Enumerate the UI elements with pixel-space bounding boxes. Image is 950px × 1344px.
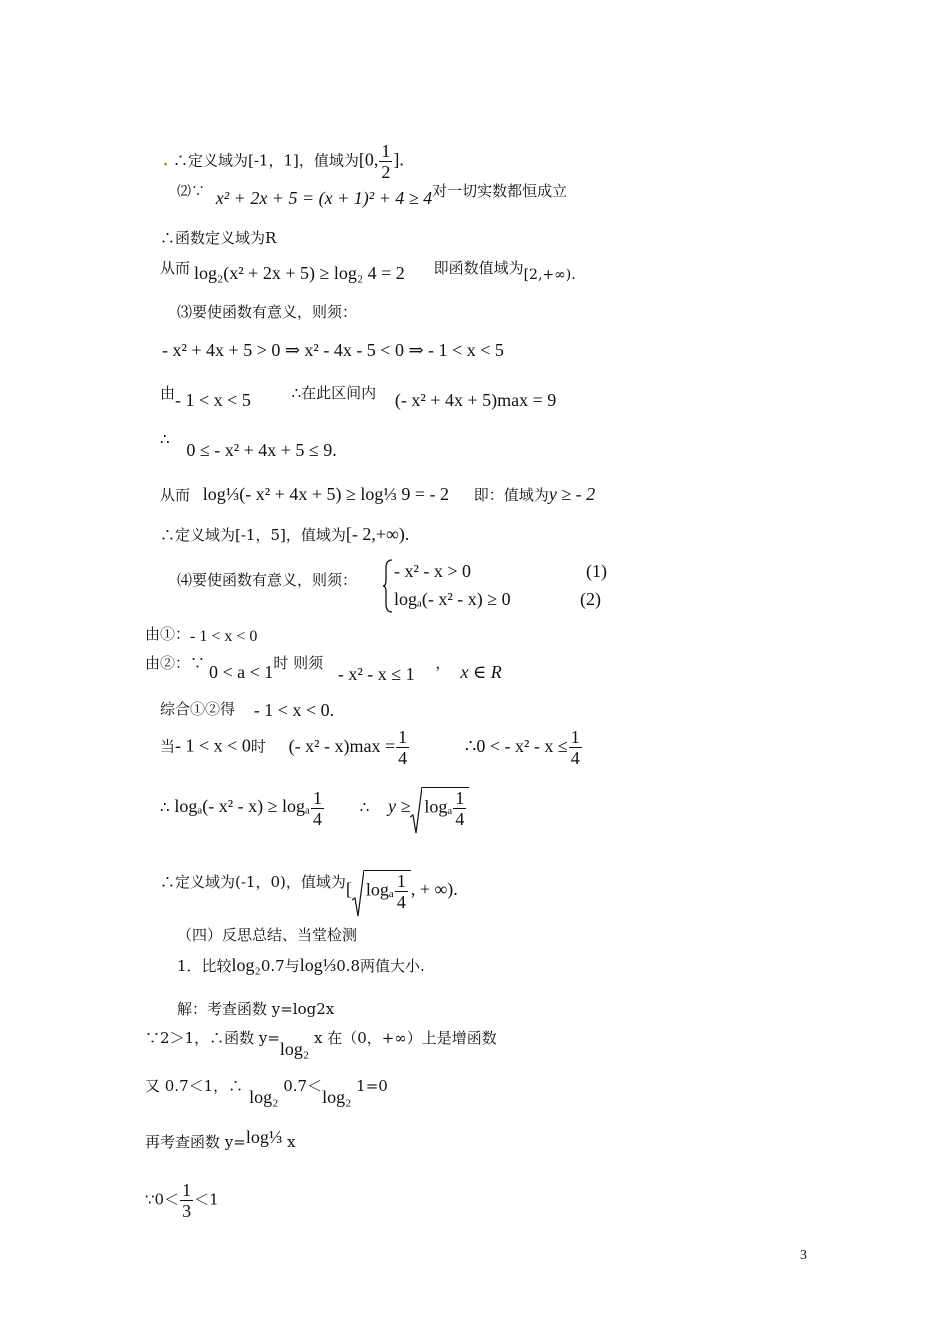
label: ⑵∵ <box>177 184 205 200</box>
math: x² + 2x + 5 = (x + 1)² + 4 ≥ 4 <box>215 188 433 208</box>
system-row-2: logₐ(- x² - x) ≥ 0 <box>394 589 511 609</box>
math: 0 < a < 1 <box>209 662 274 682</box>
text: ∴定义域为[-1，1]，值域为 <box>173 151 359 170</box>
fraction: $\frac{1}{4}$ <box>570 727 580 768</box>
line-increasing: ∵2＞1，∴函数 y=log₂ x 在（0，+∞）上是增函数 <box>145 1029 497 1059</box>
fraction: $\frac{1}{4}$ <box>312 787 322 829</box>
bullet-dot: . <box>163 151 169 170</box>
system-row-2-number: (2) <box>580 589 601 609</box>
math: 0 ≤ - x² + 4x + 5 ≤ 9. <box>186 440 337 460</box>
line-domain-range-1 <box>163 141 404 182</box>
math: - 1 < x < 0. <box>253 700 335 720</box>
line-solution: 解：考查函数 y=log2x <box>177 1000 335 1018</box>
line-case-4: ⑷要使函数有意义，则须： <box>177 571 358 589</box>
math: [0, <box>358 149 379 170</box>
line-compare-one: 又 0.7＜1，∴log₂ 0.7＜log₂ 1=0 <box>145 1077 388 1107</box>
line-interval-max: 由- 1 < x < 5 ∴在此区间内 (- x² + 4x + 5)max = 9 <box>160 384 557 410</box>
math: x ∈ R <box>460 662 502 682</box>
math: log⅓ <box>299 955 337 975</box>
line-second-function: 再考查函数 y=log⅓ x <box>145 1127 296 1151</box>
fraction: $\frac{1}{2}$ <box>381 141 391 182</box>
line-combined: 综合①②得 - 1 < x < 0. <box>160 700 335 720</box>
line-domain-R: ∴函数定义域为R <box>160 229 277 247</box>
math: - 1 < x < 0 <box>175 735 251 756</box>
fraction: $\frac{1}{4}$ <box>398 727 408 768</box>
math: log₂ <box>249 1087 279 1107</box>
math: log⅓ <box>245 1127 283 1147</box>
math: y ≥ - 2 <box>548 484 596 504</box>
left-brace-icon <box>382 558 394 614</box>
page-number: 3 <box>800 1248 807 1263</box>
math: [- 2,+∞). <box>345 524 410 544</box>
line-compare: 1．比较log₂0.7与log⅓0.8两值大小. <box>177 955 425 975</box>
math: ∴0 < - x² - x ≤ <box>464 735 568 756</box>
system-row-1-number: (1) <box>586 561 607 581</box>
sqrt: logₐ $\frac{1}{4}$ <box>352 870 411 912</box>
section-heading: （四）反思总结、当堂检测 <box>177 926 358 944</box>
math: log₂ <box>279 1039 310 1059</box>
sqrt: logₐ $\frac{1}{4}$ <box>410 787 469 829</box>
radical-icon <box>410 787 422 835</box>
math: - 1 < x < 0 <box>190 628 258 645</box>
math: log₂ <box>322 1087 352 1107</box>
line-log-quarter: ∴ logₐ(- x² - x) ≥ logₐ $\frac{1}{4}$ ∴ y ≥ logₐ $\frac{1}{4}$ <box>160 787 469 829</box>
text: 对一切实数都恒成立 <box>432 182 568 200</box>
line-when-range: 当- 1 < x < 0时 (- x² - x)max = $\frac{1}{4}$ ∴0 < - x² - x ≤ $\frac{1}{4}$ <box>160 727 580 768</box>
line-domain-range-3: ∴定义域为[-1，5]，值域为[- 2,+∞). <box>160 524 410 544</box>
line-from-2: 由②：∵ 0 < a < 1时 则须 - x² - x ≤ 1 ， x ∈ R <box>145 654 502 684</box>
radical-icon <box>352 870 364 918</box>
fraction: $\frac{1}{3}$ <box>182 1180 192 1221</box>
math: log⅓(- x² + 4x + 5) ≥ log⅓ 9 = - 2 <box>202 484 450 504</box>
line-inequality-chain: - x² + 4x + 5 > 0 ⇒ x² - 4x - 5 < 0 ⇒ - 1 < x < 5 <box>162 340 504 360</box>
line-log-range-2: 从而 log₂(x² + 2x + 5) ≥ log₂ 4 = 2 即函数值域为[2,+∞). <box>160 259 576 283</box>
math: log₂ <box>231 955 261 975</box>
line-case-3: ⑶要使函数有意义，则须： <box>177 303 358 321</box>
math: - x² - x ≤ 1 <box>337 664 415 684</box>
math: (- x² + 4x + 5)max = 9 <box>394 390 557 410</box>
line-base-range: ∵0＜ $\frac{1}{3}$ ＜1 <box>145 1180 219 1221</box>
math: (- x² - x)max = <box>288 735 396 756</box>
line-log-third: 从而 log⅓(- x² + 4x + 5) ≥ log⅓ 9 = - 2 即：值域为y ≥ - 2 <box>160 484 596 504</box>
math: y ≥ <box>388 796 411 816</box>
line-case-2 <box>177 180 568 208</box>
system-row-1: - x² - x > 0 <box>394 561 472 581</box>
math: [2,+∞). <box>523 267 576 283</box>
math: - 1 < x < 5 <box>175 390 251 410</box>
line-from-1: 由①：- 1 < x < 0 <box>145 625 258 645</box>
math: ]. <box>393 149 404 170</box>
line-bounds: ∴ 0 ≤ - x² + 4x + 5 ≤ 9. <box>160 430 337 460</box>
math: logₐ(- x² - x) ≥ logₐ <box>174 796 310 816</box>
line-domain-range-4: ∴定义域为(-1，0)，值域为[ logₐ $\frac{1}{4}$ , + ∞). <box>160 862 458 904</box>
math: log₂(x² + 2x + 5) ≥ log₂ 4 = 2 <box>194 263 405 283</box>
